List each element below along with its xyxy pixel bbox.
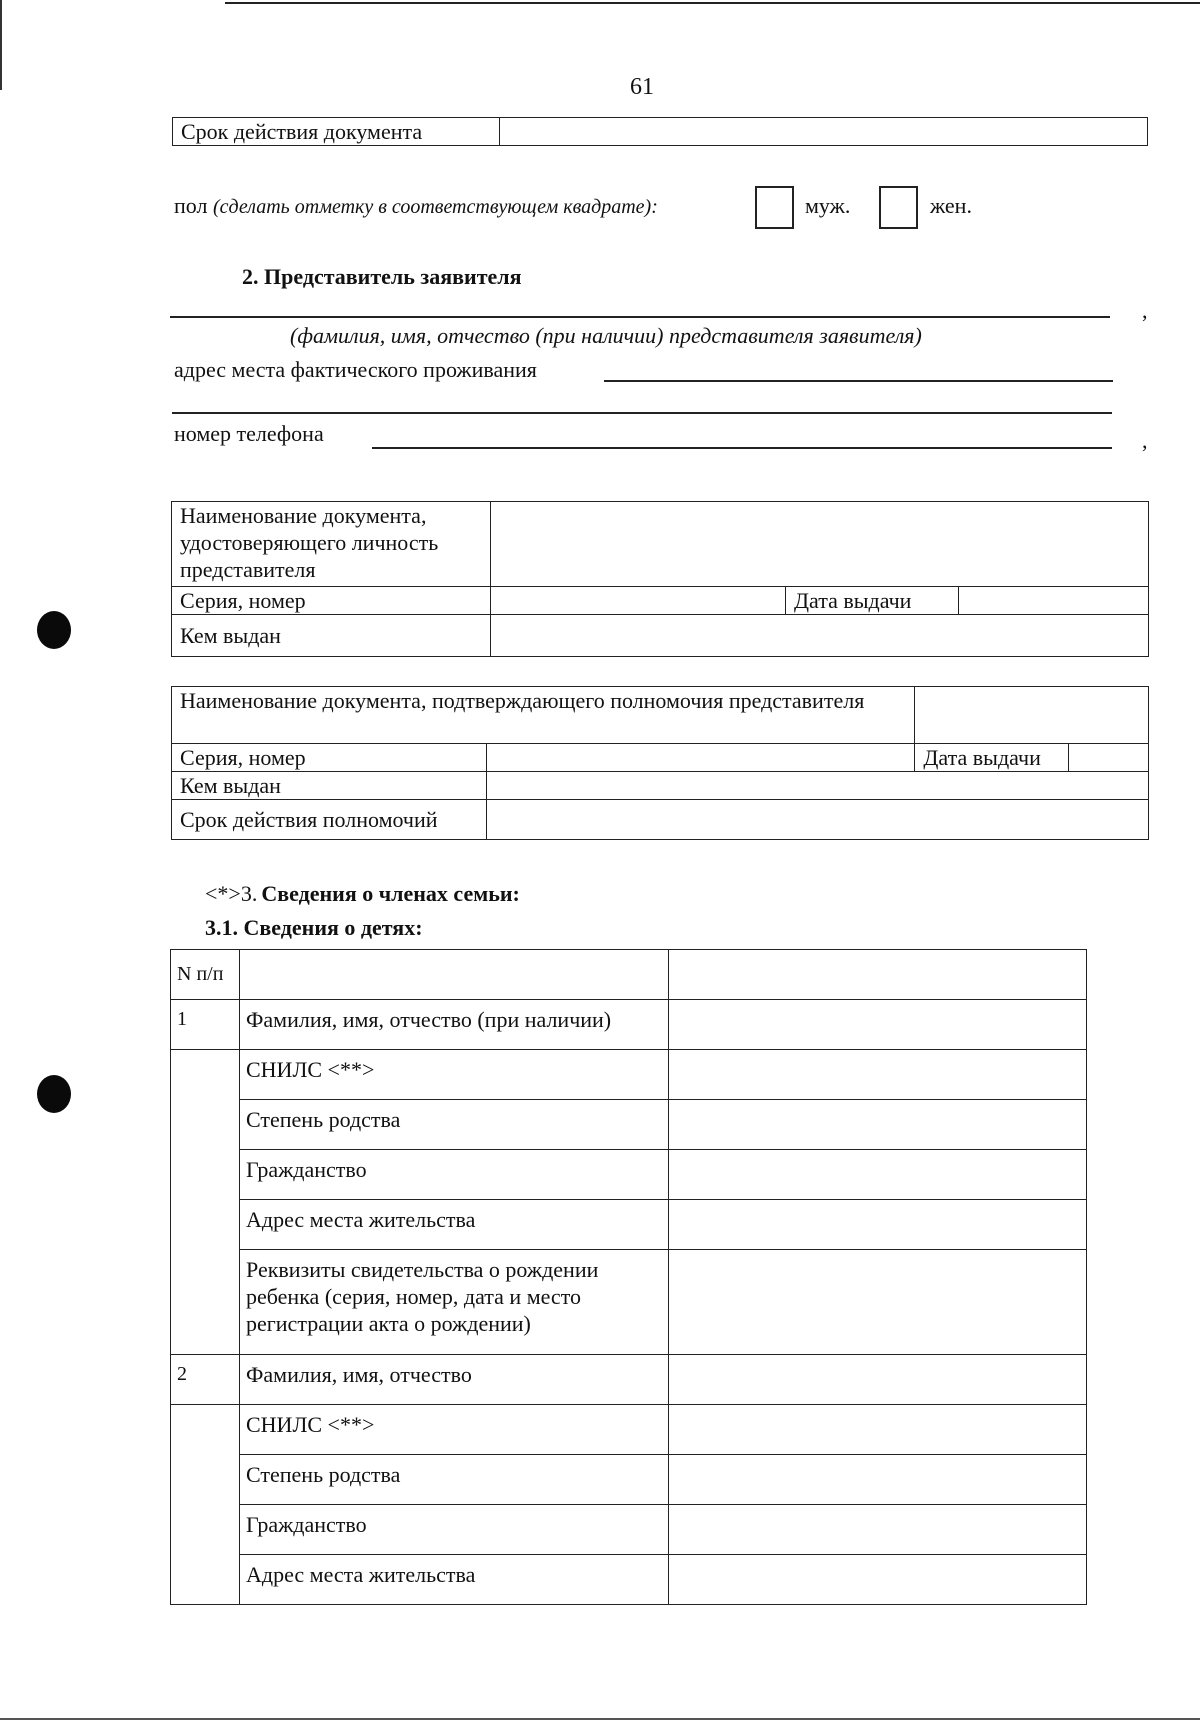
authority-series-label: Серия, номер <box>172 744 487 772</box>
identity-series-field[interactable] <box>491 587 786 615</box>
child2-kinship-field[interactable] <box>669 1455 1087 1505</box>
child2-address-label: Адрес места жительства <box>240 1555 669 1605</box>
authority-date-cell <box>915 744 1149 772</box>
bottom-border-line <box>0 1718 1200 1720</box>
section3-title: Сведения о членах семьи: <box>261 881 520 906</box>
document-validity-field[interactable] <box>500 118 1148 146</box>
child1-fio-field[interactable] <box>669 1000 1087 1050</box>
child1-number: 1 <box>171 1000 240 1050</box>
child1-number-span <box>171 1050 240 1355</box>
top-border-line <box>225 2 1200 4</box>
authority-issued-label: Кем выдан <box>172 772 487 800</box>
child2-kinship-label: Степень родства <box>240 1455 669 1505</box>
children-table-header: N п/п <box>171 950 240 1000</box>
identity-series-label: Серия, номер <box>172 587 491 615</box>
child1-fio-label: Фамилия, имя, отчество (при наличии) <box>240 1000 669 1050</box>
authority-series-field[interactable] <box>487 744 915 772</box>
representative-name-caption: (фамилия, имя, отчество (при наличии) представителя заявителя) <box>290 323 922 348</box>
child1-snils-field[interactable] <box>669 1050 1087 1100</box>
section3-prefix: <*>3. <box>205 881 258 906</box>
phone-line-comma: , <box>1142 428 1148 453</box>
address-label: адрес места фактического проживания <box>174 357 537 382</box>
child2-snils-label: СНИЛС <**> <box>240 1405 669 1455</box>
authority-date-label: Дата выдачи <box>923 744 1069 771</box>
female-label: жен. <box>930 193 972 218</box>
authority-validity-label: Срок действия полномочий <box>172 800 487 840</box>
phone-field[interactable] <box>372 447 1112 449</box>
left-edge-line <box>0 0 2 90</box>
male-checkbox[interactable] <box>755 186 794 229</box>
child2-address-field[interactable] <box>669 1555 1087 1605</box>
gender-hint: (сделать отметку в соответствующем квадрате): <box>212 196 658 218</box>
identity-document-name-field[interactable] <box>491 502 1149 587</box>
gender-label: пол <box>174 193 208 218</box>
child1-citizenship-field[interactable] <box>669 1150 1087 1200</box>
child1-birth-certificate-label: Реквизиты свидетельства о рождении ребенка (серия, номер, дата и место регистрации акта о рождении) <box>240 1250 669 1355</box>
name-line-comma: , <box>1142 298 1148 323</box>
authority-validity-field[interactable] <box>487 800 1149 840</box>
phone-label: номер телефона <box>174 421 324 446</box>
male-label: муж. <box>805 193 851 218</box>
child2-number-span <box>171 1405 240 1605</box>
section3-1-heading: 3.1. Сведения о детях: <box>205 915 423 940</box>
applicant-document-validity-table <box>172 117 1148 146</box>
document-validity-label: Срок действия документа <box>173 118 500 146</box>
children-table <box>170 949 1087 1605</box>
gender-prompt <box>174 193 658 219</box>
child2-number: 2 <box>171 1355 240 1405</box>
child1-address-field[interactable] <box>669 1200 1087 1250</box>
identity-date-field[interactable] <box>959 587 1149 615</box>
child2-fio-field[interactable] <box>669 1355 1087 1405</box>
child1-address-label: Адрес места жительства <box>240 1200 669 1250</box>
child2-citizenship-label: Гражданство <box>240 1505 669 1555</box>
children-header-empty <box>240 950 669 1000</box>
binder-hole-mark <box>37 1075 71 1113</box>
authority-document-name-field[interactable] <box>915 687 1149 744</box>
page-number: 61 <box>630 74 654 100</box>
authority-document-table <box>171 686 1149 840</box>
address-field-continued[interactable] <box>172 412 1112 414</box>
authority-issued-field[interactable] <box>487 772 1149 800</box>
address-field[interactable] <box>604 380 1113 382</box>
child1-kinship-label: Степень родства <box>240 1100 669 1150</box>
section2-heading: 2. Представитель заявителя <box>242 264 522 289</box>
identity-issued-label: Кем выдан <box>172 615 491 657</box>
child1-kinship-field[interactable] <box>669 1100 1087 1150</box>
children-header-value <box>669 950 1087 1000</box>
section3-heading <box>205 881 520 907</box>
representative-name-field[interactable] <box>170 316 1110 318</box>
identity-issued-field[interactable] <box>491 615 1149 657</box>
authority-document-name-label: Наименование документа, подтверждающего полномочия представителя <box>172 687 915 744</box>
identity-document-name-label: Наименование документа, удостоверяющего личность представителя <box>172 502 491 587</box>
child2-fio-label: Фамилия, имя, отчество <box>240 1355 669 1405</box>
child1-birth-certificate-field[interactable] <box>669 1250 1087 1355</box>
female-checkbox[interactable] <box>879 186 918 229</box>
child1-citizenship-label: Гражданство <box>240 1150 669 1200</box>
identity-date-label: Дата выдачи <box>786 587 959 615</box>
child2-snils-field[interactable] <box>669 1405 1087 1455</box>
binder-hole-mark <box>37 611 71 649</box>
child1-snils-label: СНИЛС <**> <box>240 1050 669 1100</box>
child2-citizenship-field[interactable] <box>669 1505 1087 1555</box>
identity-document-table <box>171 501 1149 657</box>
